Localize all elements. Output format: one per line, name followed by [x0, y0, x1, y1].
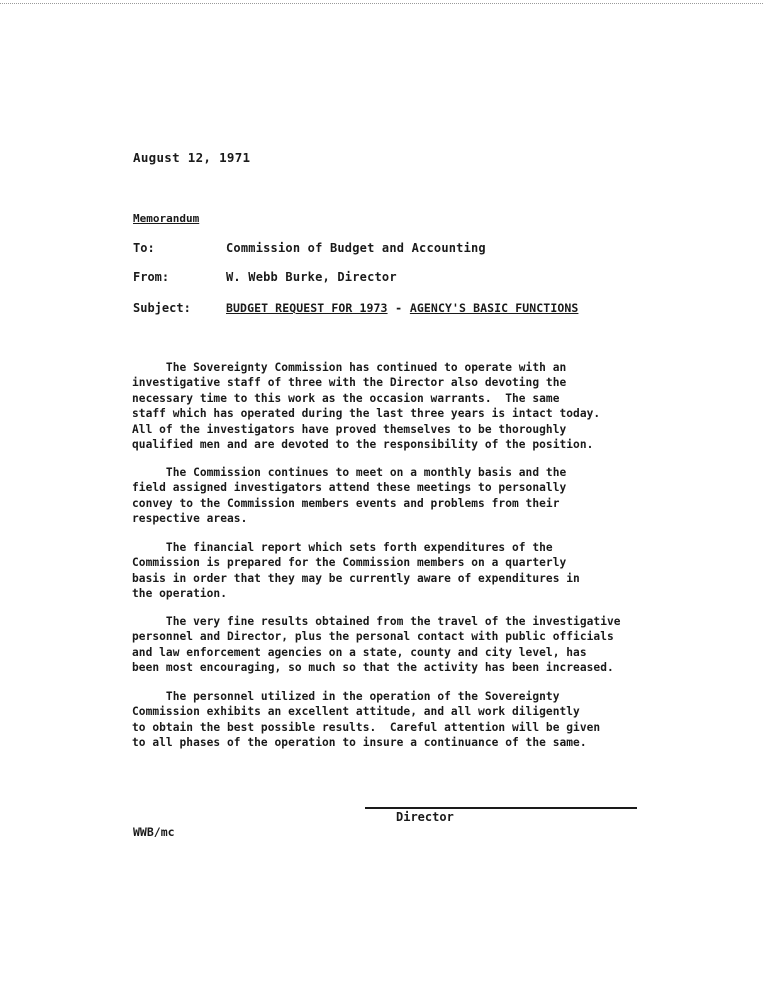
page-top-edge	[0, 3, 763, 4]
to-value: Commission of Budget and Accounting	[226, 241, 486, 255]
body-paragraph-3: The financial report which sets forth expenditures of the Commission is prepared for the Commission members on a quarterly basis in order that they may be currently aware of expenditures in the operation.	[132, 541, 580, 601]
body-paragraph-4: The very fine results obtained from the travel of the investigative personnel and Director, plus the personal contact with public officials and law enforcement agencies on a state, county and city level, has been most encouraging, so much so that the activity has been increased.	[132, 615, 621, 675]
subject-label: Subject:	[133, 301, 191, 315]
from-label: From:	[133, 270, 170, 284]
signature-line	[365, 807, 637, 809]
from-value: W. Webb Burke, Director	[226, 270, 397, 284]
body-paragraph-2: The Commission continues to meet on a monthly basis and the field assigned investigators attend these meetings to personally convey to the Commission members events and problems from their respective areas.	[132, 466, 567, 526]
memo-date: August 12, 1971	[133, 150, 251, 165]
signature-title: Director	[396, 810, 454, 824]
to-label: To:	[133, 241, 155, 255]
subject-line	[226, 301, 578, 315]
memo-heading: Memorandum	[133, 212, 200, 225]
subject-separator: -	[394, 301, 403, 315]
subject-value-2: AGENCY'S BASIC FUNCTIONS	[409, 301, 579, 315]
subject-value: BUDGET REQUEST FOR 1973	[226, 301, 388, 315]
typist-initials: WWB/mc	[133, 825, 175, 839]
body-paragraph-1: The Sovereignty Commission has continued to operate with an investigative staff of three with the Director also devoting the necessary time to this work as the occasion warrants. The same staff which has operated during the last three years is intact today. All of the investigators have proved themselves to be thoroughly qualified men and are devoted to the responsibility of the position.	[132, 361, 601, 452]
body-paragraph-5: The personnel utilized in the operation of the Sovereignty Commission exhibits an excellent attitude, and all work diligently to obtain the best possible results. Careful attention will be given to all phases of the operation to insure a continuance of the same.	[132, 690, 601, 750]
